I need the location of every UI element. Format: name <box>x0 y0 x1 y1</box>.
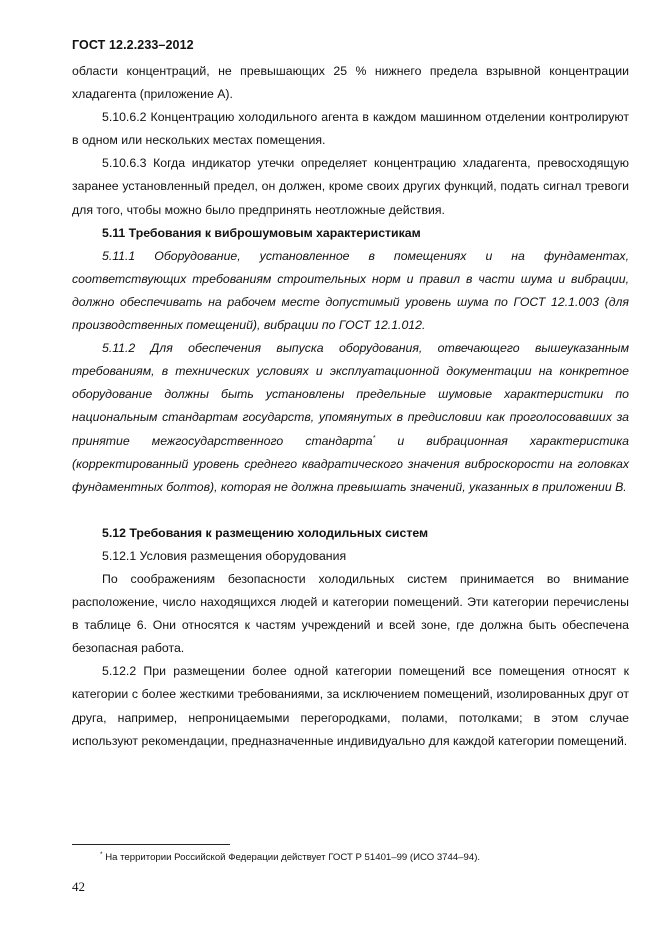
paragraph-safety-considerations: По соображениям безопасности холодильных систем принимается во внимание расположение, число находящихся людей и категории помещений. Эти категории перечислены в таблице 6. Они относятся к частям учреждений и всей зоне, где должна быть обеспечена безопасная работа. <box>72 571 629 656</box>
paragraph-5-12-2: 5.12.2 При размещении более одной категории помещений все помещения относят к категории с более жесткими требованиями, за исключением помещений, изолированных друг от друга, например, непроницаемыми перегородками, полами, потолками; в этом случае используют рекомендации, предназначенные индивидуально для каждой категории помещений. <box>72 664 629 748</box>
section-heading-5-11: 5.11 Требования к виброшумовым характеристикам <box>102 225 421 240</box>
paragraph-5-11-2-part-1: 5.11.2 Для обеспечения выпуска оборудования, отвечающего вышеуказанным требованиям, в технических условиях и эксплуатационной документации на конкретное оборудование должны быть установлены предельные шумовые характеристики по национальным стандартам государств, упомянутых в предисловии как проголосовавших за принятие межгосударственного стандарта <box>72 341 629 448</box>
footnote <box>100 851 480 864</box>
footnote-reference-mark: * <box>372 434 376 442</box>
footnote-divider <box>72 844 230 845</box>
section-spacer <box>72 499 629 522</box>
section-heading-5-12: 5.12 Требования к размещению холодильных систем <box>102 525 429 540</box>
paragraph-5-10-6-3: 5.10.6.3 Когда индикатор утечки определяет концентрацию хладагента, превосходящую заранее установленный предел, он должен, кроме своих других функций, подать сигнал тревоги для того, чтобы можно было предпринять неотложные действия. <box>72 156 629 217</box>
footnote-mark: * <box>100 851 103 858</box>
paragraph-concentration-limit: области концентраций, не превышающих 25 % нижнего предела взрывной концентрации хладагента (приложение А). <box>72 64 629 102</box>
page-number: 42 <box>72 879 85 894</box>
paragraph-5-11-2-part-2: и вибрационная характеристика (корректированный уровень среднего квадратического значения виброскорости на головках фундаментных болтов), которая не должна превышать значений, указанных в приложении В. <box>72 433 629 494</box>
paragraph-5-11-1: 5.11.1 Оборудование, установленное в помещениях и на фундаментах, соответствующих требованиям строительных норм и правил в части шума и вибрации, должно обеспечивать на рабочем месте допустимый уровень шума по ГОСТ 12.1.003 (для производственных помещений), вибрации по ГОСТ 12.1.012. <box>72 248 629 333</box>
footnote-text: На территории Российской Федерации действует ГОСТ Р 51401–99 (ИСО 3744–94). <box>102 852 481 863</box>
document-header: ГОСТ 12.2.233–2012 <box>72 38 194 52</box>
document-body <box>72 60 629 753</box>
paragraph-5-11-2 <box>72 337 629 499</box>
paragraph-5-10-6-2: 5.10.6.2 Концентрацию холодильного агента в каждом машинном отделении контролируют в одном или нескольких местах помещения. <box>72 110 629 148</box>
paragraph-5-12-1: 5.12.1 Условия размещения оборудования <box>102 548 347 563</box>
